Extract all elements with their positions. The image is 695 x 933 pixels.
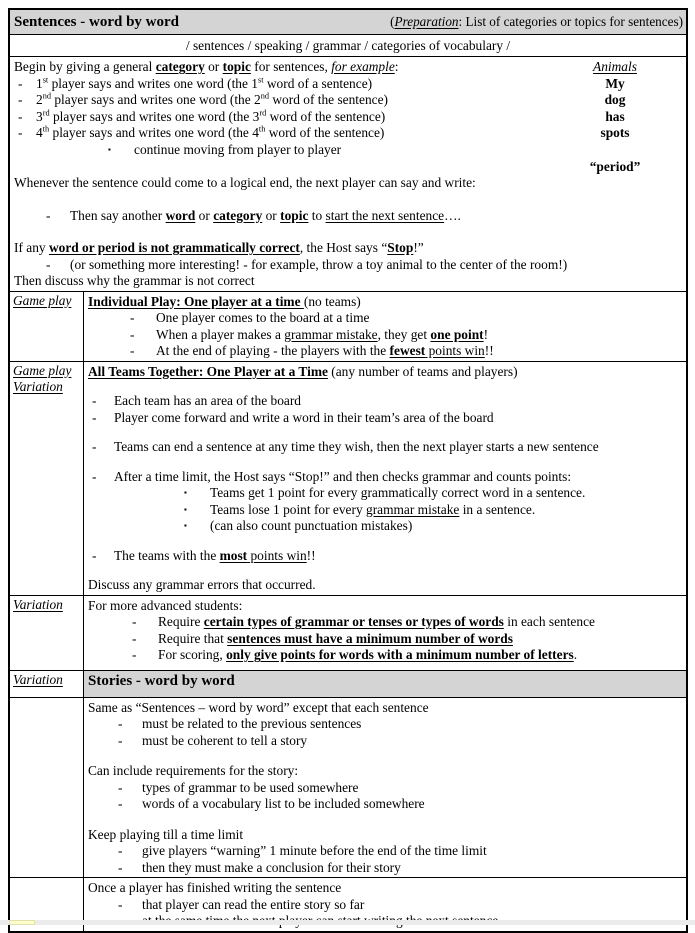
text-line <box>14 273 682 290</box>
row-label: Variation <box>13 379 81 396</box>
square-bullet-icon: ▪ <box>184 502 210 519</box>
dash-bullet-icon: - <box>18 125 36 142</box>
square-bullet-icon: ▪ <box>184 485 210 502</box>
document-table <box>8 8 688 933</box>
text-line <box>132 647 682 664</box>
text-line <box>118 716 682 733</box>
line-text: Once a player has finished writing the sentence <box>88 880 682 897</box>
example-word <box>560 142 670 159</box>
line-text: must be related to the previous sentences <box>142 716 682 733</box>
row-content-cell <box>84 698 686 878</box>
example-word: Animals <box>560 59 670 76</box>
dash-bullet-icon: - <box>92 393 114 410</box>
row-content-cell <box>84 671 686 697</box>
line-text: Require certain types of grammar or tenses or types of words in each sentence <box>158 614 682 631</box>
text-line <box>118 843 682 860</box>
text-line <box>184 502 682 519</box>
text-line <box>92 439 682 456</box>
row-content-cell <box>10 57 686 291</box>
dash-bullet-icon: - <box>118 796 142 813</box>
page-title: Sentences - word by word <box>10 14 179 31</box>
text-line <box>184 518 682 535</box>
line-text: The teams with the most points win!! <box>114 548 682 565</box>
text-line <box>88 364 682 381</box>
line-text: Can include requirements for the story: <box>88 763 682 780</box>
row-content-cell <box>84 292 686 361</box>
dash-bullet-icon: - <box>130 310 156 327</box>
text-line <box>88 577 682 594</box>
dash-bullet-icon: - <box>118 860 142 877</box>
example-word: dog <box>560 92 670 109</box>
row-label: Variation <box>13 672 81 689</box>
dash-bullet-icon: - <box>118 897 142 914</box>
line-text: types of grammar to be used somewhere <box>142 780 682 797</box>
line-text: then they must make a conclusion for their story <box>142 860 682 877</box>
table-row-all-teams-together <box>10 362 686 596</box>
line-text: 2nd player says and writes one word (the 2nd word of the sentence) <box>36 92 682 109</box>
dash-bullet-icon: - <box>92 548 114 565</box>
dash-bullet-icon: - <box>118 716 142 733</box>
dash-bullet-icon: - <box>132 631 158 648</box>
line-text: One player comes to the board at a time <box>156 310 682 327</box>
line-text: that player can read the entire story so far <box>142 897 682 914</box>
line-text: Individual Play: One player at a time (no teams) <box>88 294 682 311</box>
text-line <box>14 175 682 192</box>
line-text: Discuss any grammar errors that occurred. <box>88 577 682 594</box>
line-text: must be coherent to tell a story <box>142 733 682 750</box>
row-content-cell <box>84 362 686 595</box>
line-text: Teams can end a sentence at any time they wish, then the next player starts a new sentence <box>114 439 682 456</box>
line-text: words of a vocabulary list to be included somewhere <box>142 796 682 813</box>
line-text: Then say another word or category or topic to start the next sentence…. <box>70 208 682 225</box>
text-line <box>130 327 682 344</box>
line-text: For scoring, only give points for words with a minimum number of letters. <box>158 647 682 664</box>
text-line <box>92 548 682 565</box>
text-line <box>118 780 682 797</box>
dash-bullet-icon: - <box>92 469 114 486</box>
dash-bullet-icon: - <box>132 614 158 631</box>
dash-bullet-icon: - <box>118 780 142 797</box>
text-line <box>88 673 682 690</box>
text-line <box>118 796 682 813</box>
row-label: Game play <box>13 363 81 380</box>
example-word: spots <box>560 125 670 142</box>
line-text: Teams get 1 point for every grammatically correct word in a sentence. <box>210 485 682 502</box>
text-line <box>184 485 682 502</box>
table-body <box>10 57 686 931</box>
line-text: After a time limit, the Host says “Stop!” and then checks grammar and counts points: <box>114 469 682 486</box>
table-row-stories-rules <box>10 698 686 879</box>
line-text: (or something more interesting! - for example, throw a toy animal to the center of the room!) <box>70 257 682 274</box>
table-row-advanced-variation <box>10 596 686 671</box>
row-label-cell <box>10 596 84 670</box>
tags-row: / sentences / speaking / grammar / categories of vocabulary / <box>10 35 686 57</box>
line-text: Same as “Sentences – word by word” except that each sentence <box>88 700 682 717</box>
line-text: Then discuss why the grammar is not correct <box>14 273 682 290</box>
line-text: 3rd player says and writes one word (the 3rd word of the sentence) <box>36 109 682 126</box>
text-line <box>88 700 682 717</box>
dash-bullet-icon: - <box>92 439 114 456</box>
line-text: Require that sentences must have a minimum number of words <box>158 631 682 648</box>
dash-bullet-icon: - <box>118 733 142 750</box>
line-text: If any word or period is not grammatically correct, the Host says “Stop!” <box>14 240 682 257</box>
text-line <box>118 897 682 914</box>
table-row-stories-heading <box>10 671 686 698</box>
text-line <box>92 469 682 486</box>
dash-bullet-icon: - <box>118 913 142 930</box>
dash-bullet-icon: - <box>18 109 36 126</box>
text-line <box>88 827 682 844</box>
row-content-cell <box>84 596 686 670</box>
line-text: give players “warning” 1 minute before the end of the time limit <box>142 843 682 860</box>
square-bullet-icon: ▪ <box>108 142 134 159</box>
text-line <box>14 240 682 257</box>
strip-accent <box>9 920 35 925</box>
dash-bullet-icon: - <box>130 327 156 344</box>
line-text: When a player makes a grammar mistake, they get one point! <box>156 327 682 344</box>
header-row <box>10 10 686 35</box>
example-words-column <box>560 59 670 175</box>
text-line <box>46 257 682 274</box>
line-text: Player come forward and write a word in their team’s area of the board <box>114 410 682 427</box>
dash-bullet-icon: - <box>46 208 70 225</box>
text-line <box>132 631 682 648</box>
line-text: At the end of playing - the players with the fewest points win!! <box>156 343 682 360</box>
text-line <box>130 343 682 360</box>
dash-bullet-icon: - <box>130 343 156 360</box>
text-line <box>88 763 682 780</box>
text-line <box>46 208 682 225</box>
text-line <box>88 880 682 897</box>
square-bullet-icon: ▪ <box>184 518 210 535</box>
row-label-cell <box>10 292 84 361</box>
example-word: has <box>560 109 670 126</box>
text-line <box>88 294 682 311</box>
line-text: All Teams Together: One Player at a Time (any number of teams and players) <box>88 364 682 381</box>
line-text: continue moving from player to player <box>134 142 682 159</box>
line-text: Stories - word by word <box>88 673 682 690</box>
line-text: Each team has an area of the board <box>114 393 682 410</box>
example-word: My <box>560 76 670 93</box>
row-label-cell <box>10 671 84 697</box>
dash-bullet-icon: - <box>18 92 36 109</box>
dash-bullet-icon: - <box>46 257 70 274</box>
text-line <box>130 310 682 327</box>
line-text: Keep playing till a time limit <box>88 827 682 844</box>
text-line <box>132 614 682 631</box>
row-label-cell <box>10 698 84 878</box>
text-line <box>92 410 682 427</box>
table-row-individual-play <box>10 292 686 362</box>
row-label: Variation <box>13 597 81 614</box>
dash-bullet-icon: - <box>118 843 142 860</box>
table-row-intro <box>10 57 686 292</box>
dash-bullet-icon: - <box>132 647 158 664</box>
line-text: Whenever the sentence could come to a logical end, the next player can say and write: <box>14 175 682 192</box>
dash-bullet-icon: - <box>18 76 36 93</box>
text-line <box>92 393 682 410</box>
line-text: (can also count punctuation mistakes) <box>210 518 682 535</box>
row-label-cell <box>10 362 84 595</box>
line-text: Teams lose 1 point for every grammar mistake in a sentence. <box>210 502 682 519</box>
row-label: Game play <box>13 293 81 310</box>
text-line <box>118 733 682 750</box>
dash-bullet-icon: - <box>92 410 114 427</box>
line-text: For more advanced students: <box>88 598 682 615</box>
text-line <box>118 860 682 877</box>
example-word: “period” <box>560 159 670 176</box>
preparation-note: (Preparation: List of categories or topics for sentences) <box>179 14 686 30</box>
text-line <box>88 598 682 615</box>
bottom-strip <box>0 920 695 925</box>
line-text: Begin by giving a general category or topic for sentences, for example: <box>14 59 682 76</box>
line-text: 4th player says and writes one word (the 4th word of the sentence) <box>36 125 682 142</box>
line-text: at the same time the next player can start writing the next sentence <box>142 913 682 930</box>
line-text: 1st player says and writes one word (the 1st word of a sentence) <box>36 76 682 93</box>
